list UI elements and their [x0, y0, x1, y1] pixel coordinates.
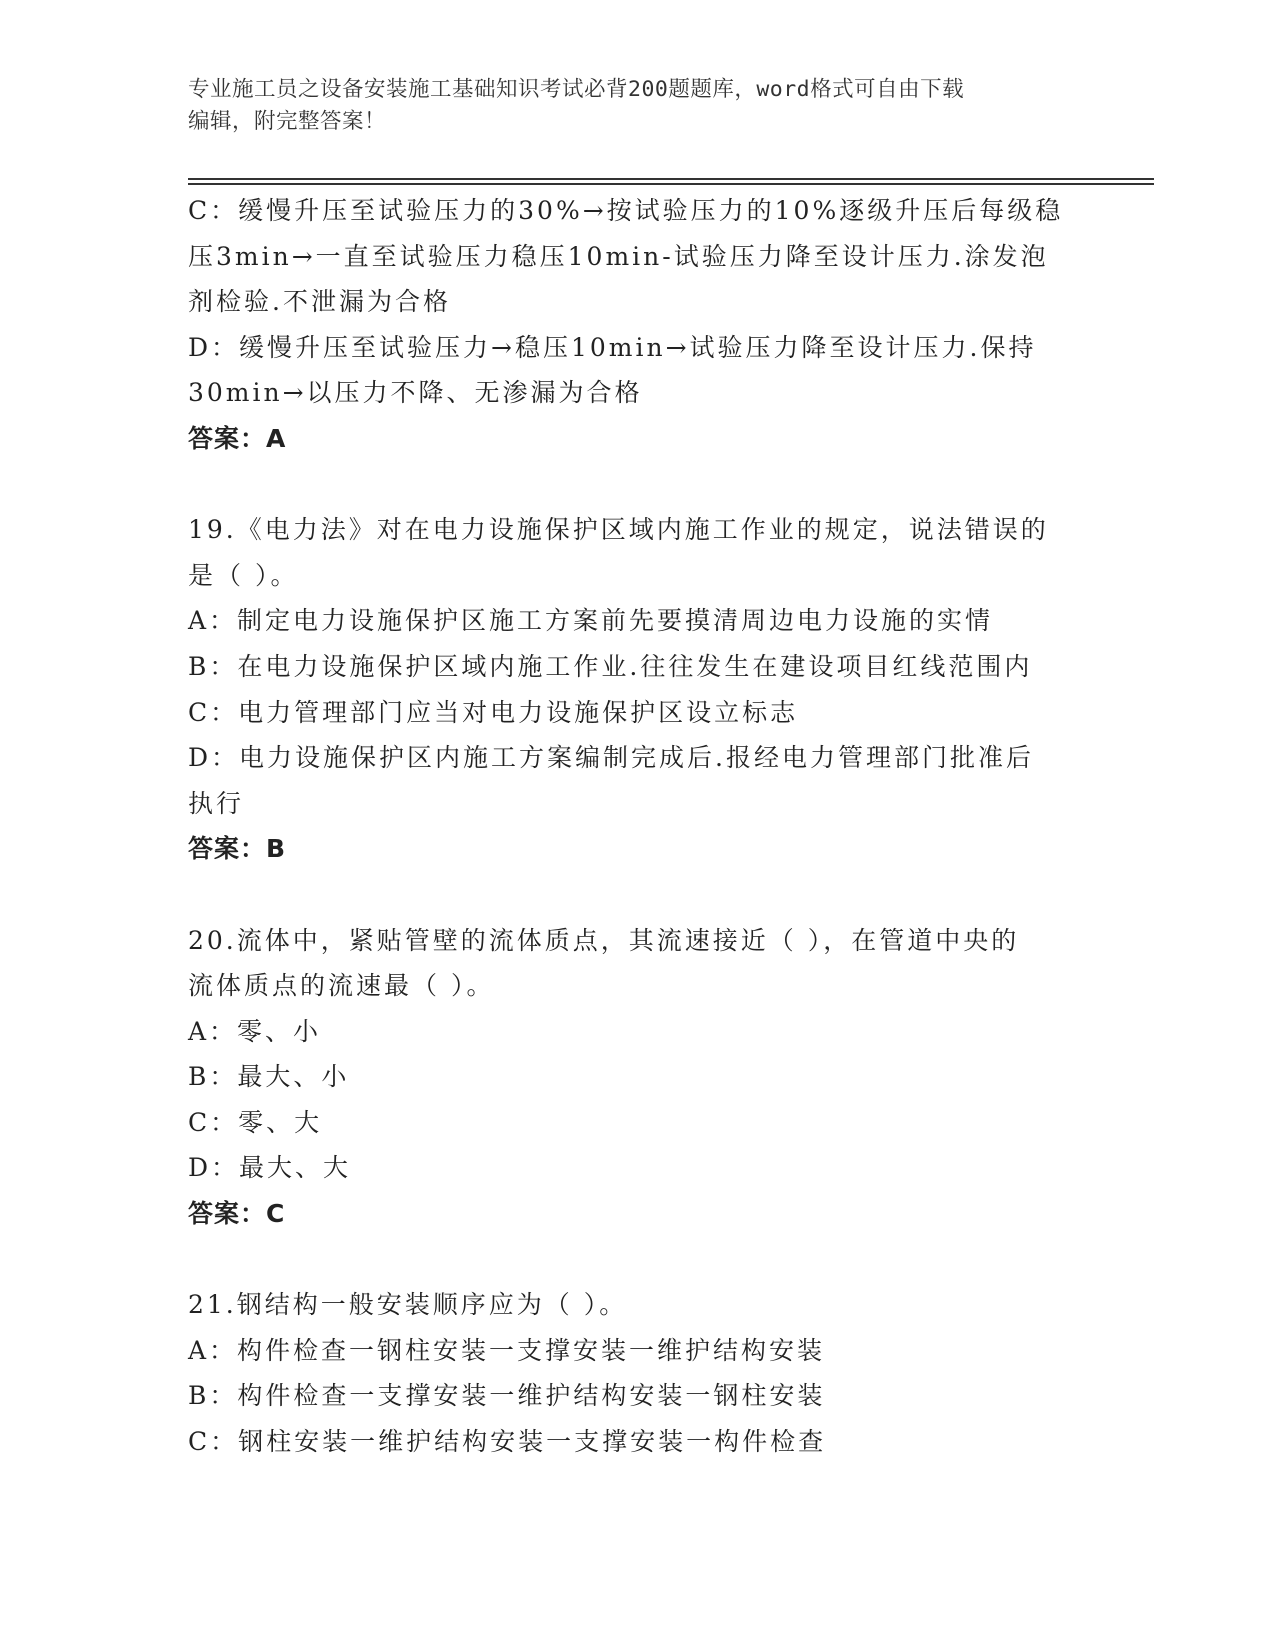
spacer — [188, 1237, 1088, 1283]
question-20 — [188, 918, 1088, 1237]
q20-option-b: B：最大、小 — [188, 1062, 350, 1092]
q21-option-b: B：构件检查一支撑安装一维护结构安装一钢柱安装 — [188, 1381, 826, 1411]
q20-question-line-1: 20.流体中，紧贴管壁的流体质点，其流速接近（ ），在管道中央的 — [188, 925, 1020, 955]
q18-option-d-line-2: 30min→以压力不降、无渗漏为合格 — [188, 378, 643, 408]
q20-answer: 答案：C — [188, 1199, 286, 1229]
q20-question-line-2: 流体质点的流速最（ ）。 — [188, 971, 495, 1001]
header-title-line-2: 编辑，附完整答案！ — [188, 109, 387, 134]
q19-option-d-line-2: 执行 — [188, 788, 245, 818]
q20-option-a: A：零、小 — [188, 1016, 322, 1046]
question-21 — [188, 1282, 1088, 1464]
spacer — [188, 462, 1088, 508]
q18-option-c-line-2: 压3min→一直至试验压力稳压10min-试验压力降至设计压力.涂发泡 — [188, 241, 1049, 271]
q19-answer: 答案：B — [188, 834, 287, 864]
q21-option-a: A：构件检查一钢柱安装一支撑安装一维护结构安装 — [188, 1335, 826, 1365]
question-19 — [188, 507, 1088, 872]
header-divider-top — [188, 178, 1154, 180]
document-header — [188, 74, 1088, 138]
spacer — [188, 872, 1088, 918]
q21-question: 21.钢结构一般安装顺序应为（ ）。 — [188, 1290, 628, 1320]
q19-option-d-line-1: D：电力设施保护区内施工方案编制完成后.报经电力管理部门批准后 — [188, 743, 1034, 773]
q18-answer: 答案：A — [188, 423, 287, 453]
q18-option-d-line-1: D：缓慢升压至试验压力→稳压10min→试验压力降至设计压力.保持 — [188, 332, 1037, 362]
q19-option-c: C：电力管理部门应当对电力设施保护区设立标志 — [188, 697, 799, 727]
q19-option-b: B：在电力设施保护区域内施工作业.往往发生在建设项目红线范围内 — [188, 651, 1033, 681]
header-divider-bottom — [188, 183, 1154, 185]
header-title-line-1: 专业施工员之设备安装施工基础知识考试必背200题题库，word格式可自由下载 — [188, 77, 965, 102]
q19-question-line-1: 19.《电力法》对在电力设施保护区域内施工作业的规定，说法错误的 — [188, 515, 1049, 545]
q18-option-c-line-3: 剂检验.不泄漏为合格 — [188, 287, 451, 317]
q20-option-c: C：零、大 — [188, 1107, 323, 1137]
document-body — [188, 188, 1088, 1465]
q19-option-a: A：制定电力设施保护区施工方案前先要摸清周边电力设施的实情 — [188, 606, 994, 636]
question-18-tail — [188, 188, 1088, 462]
q20-option-d: D：最大、大 — [188, 1153, 352, 1183]
q18-option-c-line-1: C：缓慢升压至试验压力的30%→按试验压力的10%逐级升压后每级稳 — [188, 196, 1064, 225]
q19-question-line-2: 是（ ）。 — [188, 560, 299, 590]
q21-option-c: C：钢柱安装一维护结构安装一支撑安装一构件检查 — [188, 1427, 827, 1457]
